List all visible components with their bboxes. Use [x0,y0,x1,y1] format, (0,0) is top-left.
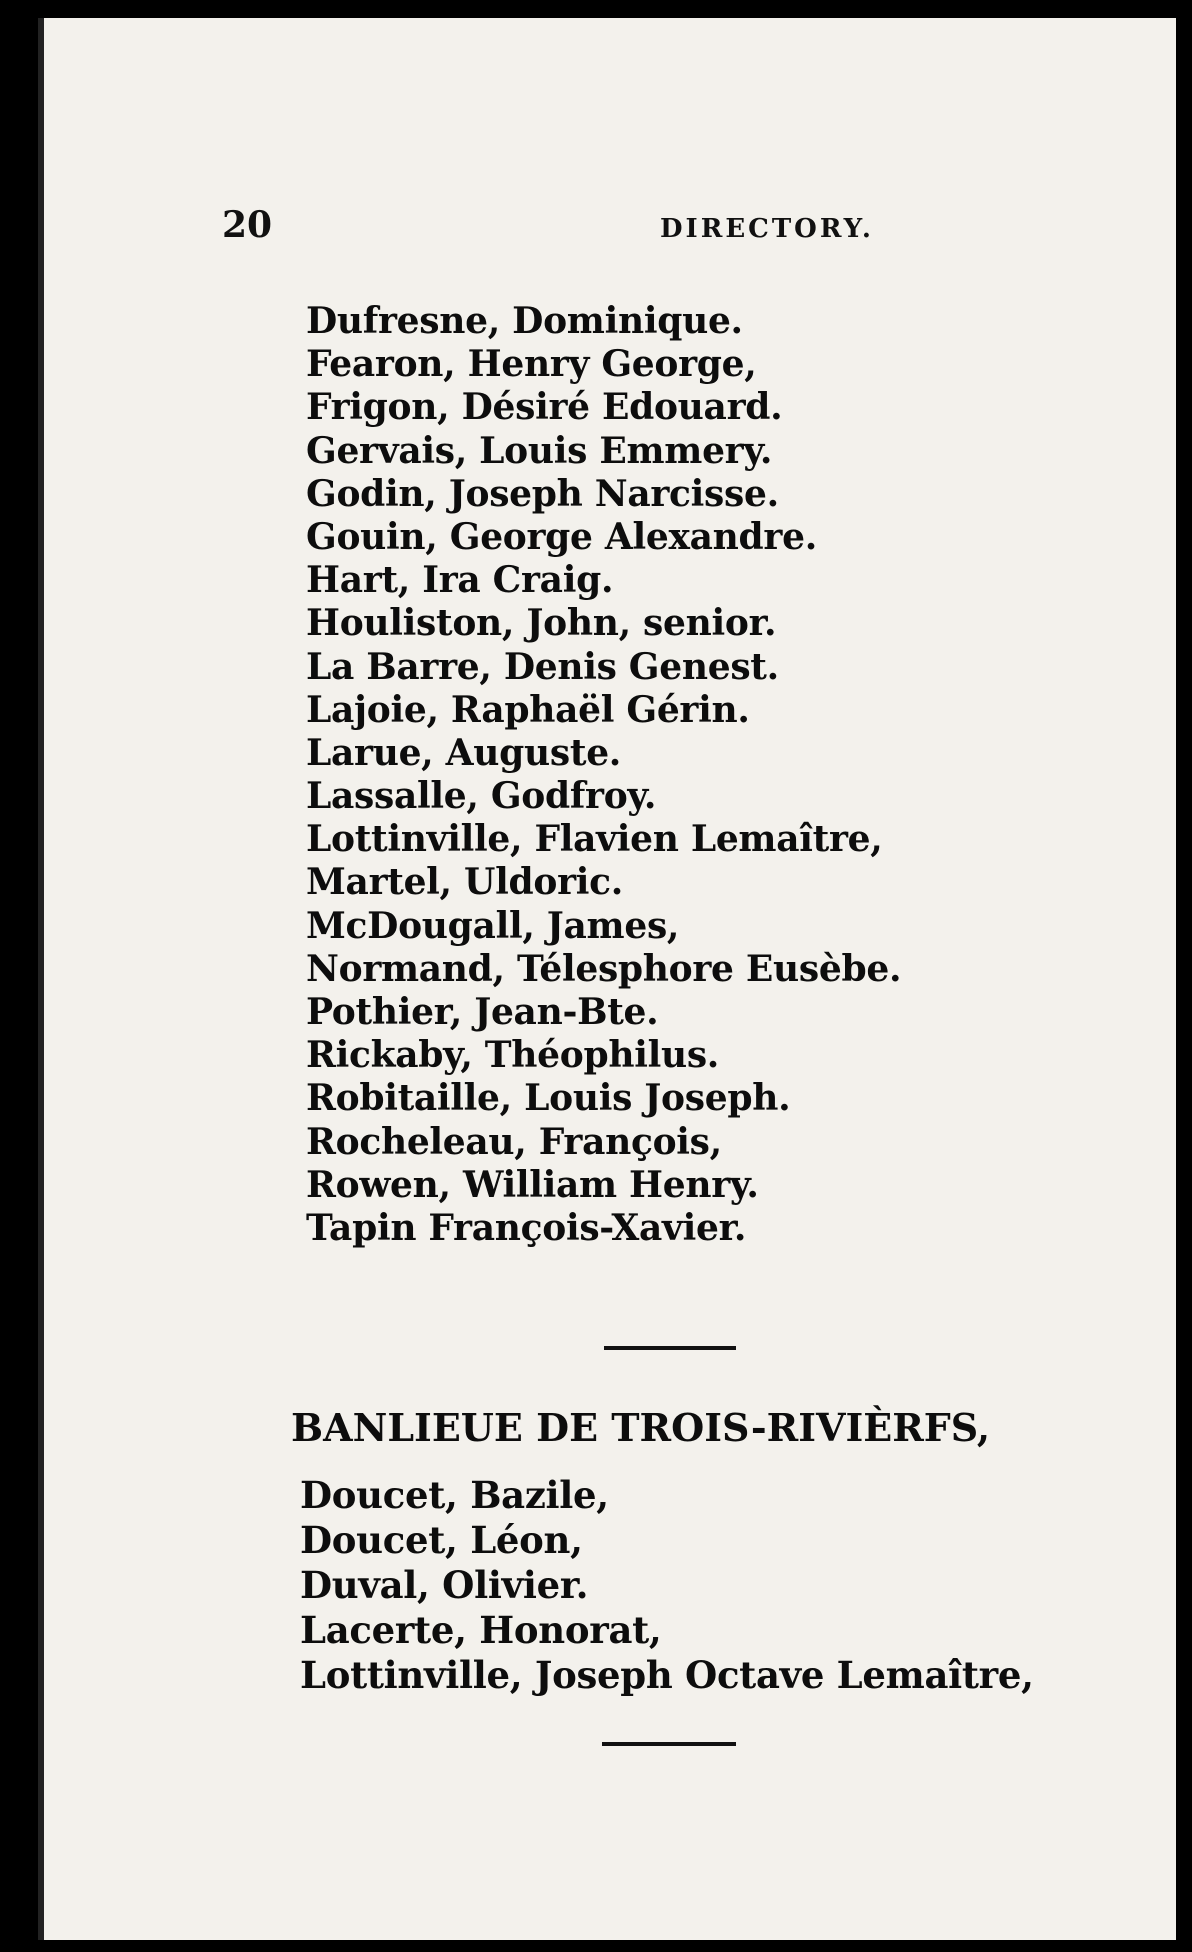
list-item: Duval, Olivier. [300,1563,589,1607]
list-item: Normand, Télesphore Eusèbe. [306,947,902,990]
section-heading: BANLIEUE DE TROIS-RIVIÈRFS, [291,1405,991,1450]
list-item: Doucet, Léon, [300,1518,583,1562]
list-item: Tapin François-Xavier. [306,1206,747,1249]
list-item: Robitaille, Louis Joseph. [306,1077,791,1120]
page-number: 20 [222,204,273,246]
list-item: Frigon, Désiré Edouard. [306,386,783,429]
list-item: Lottinville, Flavien Lemaître, [306,818,883,861]
list-item: Fearon, Henry George, [306,343,757,386]
list-item: McDougall, James, [306,904,680,947]
list-item: Martel, Uldoric. [306,861,623,904]
running-title: DIRECTORY. [660,214,874,244]
directory-page [38,18,1176,1940]
list-item: Doucet, Bazile, [300,1473,609,1517]
list-item: Gouin, George Alexandre. [306,515,817,558]
list-item: Rocheleau, François, [306,1120,722,1163]
list-item: Lottinville, Joseph Octave Lemaître, [300,1653,1034,1697]
list-item: Godin, Joseph Narcisse. [306,472,779,515]
list-item: La Barre, Denis Genest. [306,645,779,688]
list-item: Houliston, John, senior. [306,602,777,645]
list-item: Pothier, Jean-Bte. [306,991,659,1033]
banlieue-resident-list [300,1473,1034,1698]
list-item: Lassalle, Godfroy. [306,775,657,818]
list-item: Gervais, Louis Emmery. [306,429,773,472]
closing-divider [602,1742,736,1746]
list-item: Rickaby, Théophilus. [306,1034,720,1077]
section-divider [604,1346,736,1350]
list-item: Larue, Auguste. [306,731,622,774]
list-item: Hart, Ira Craig. [306,559,614,602]
list-item: Rowen, William Henry. [306,1163,759,1206]
list-item: Lacerte, Honorat, [300,1608,662,1652]
list-item: Lajoie, Raphaël Gérin. [306,688,750,731]
resident-list [306,300,901,1250]
list-item: Dufresne, Dominique. [306,300,743,342]
